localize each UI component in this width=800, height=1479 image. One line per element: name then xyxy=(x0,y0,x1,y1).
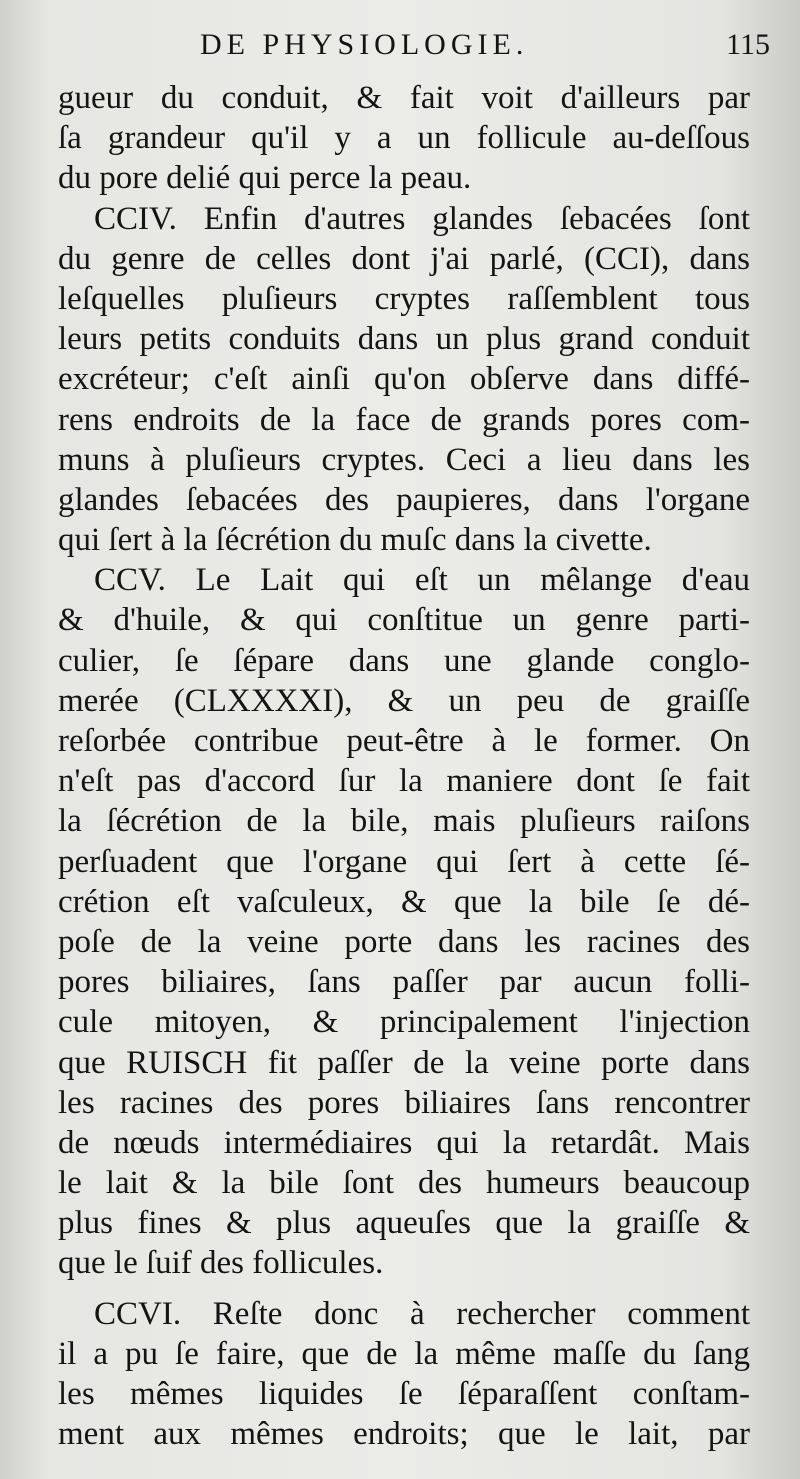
text-line: glandes ſebacées des paupieres, dans l'organe xyxy=(58,481,750,518)
body-text xyxy=(58,78,750,1454)
text-line: leurs petits conduits dans un plus grand conduit xyxy=(58,321,750,358)
text-line: les racines des pores biliaires ſans rencontrer xyxy=(58,1084,750,1121)
paragraph-start-ccxiv: CCIV. Enfin d'autres glandes ſebacées ſont xyxy=(94,200,750,237)
running-title: DE PHYSIOLOGIE. xyxy=(200,28,529,61)
text-line: rens endroits de la face de grands pores com- xyxy=(58,401,750,438)
text-line: les mêmes liquides ſe ſéparaſſent conſtam- xyxy=(58,1376,750,1412)
text-line: il a pu ſe faire, que de la même maſſe du ſang xyxy=(58,1335,750,1372)
text-line: qui ſert à la ſécrétion du muſc dans la civette. xyxy=(58,522,652,559)
paragraph-start-ccv: CCV. Le Lait qui eſt un mêlange d'eau xyxy=(94,562,750,599)
text-line: le lait & la bile ſont des humeurs beaucoup xyxy=(58,1165,750,1202)
text-line: que RUISCH fit paſſer de la veine porte dans xyxy=(58,1044,750,1081)
text-line: leſquelles pluſieurs cryptes raſſemblent tous xyxy=(58,280,750,317)
text-line: gueur du conduit, & fait voit d'ailleurs par xyxy=(58,80,750,116)
text-line: crétion eſt vaſculeux, & que la bile ſe dé- xyxy=(58,883,750,920)
text-line: ment aux mêmes endroits; que le lait, par xyxy=(58,1416,750,1453)
text-line: que le ſuif des follicules. xyxy=(58,1245,384,1282)
text-line: reſorbée contribue peut-être à le former. On xyxy=(58,723,750,759)
text-line: ſa grandeur qu'il y a un follicule au-deſſous xyxy=(58,120,750,157)
text-line: poſe de la veine porte dans les racines des xyxy=(58,923,750,960)
text-line: muns à pluſieurs cryptes. Ceci a lieu dans les xyxy=(58,441,750,478)
text-line: pores biliaires, ſans paſſer par aucun folli- xyxy=(58,964,750,1001)
text-line: & d'huile, & qui conſtitue un genre parti- xyxy=(58,602,750,639)
text-line: plus fines & plus aqueuſes que la graiſſe & xyxy=(58,1205,750,1242)
page-number: 115 xyxy=(726,28,770,61)
text-line: la ſécrétion de la bile, mais pluſieurs raiſons xyxy=(58,803,750,840)
text-line: n'eſt pas d'accord ſur la maniere dont ſe fait xyxy=(58,763,750,800)
text-line: de nœuds intermédiaires qui la retardât. Mais xyxy=(58,1124,750,1161)
text-line: culier, ſe ſépare dans une glande conglo- xyxy=(58,642,750,679)
text-line: cule mitoyen, & principalement l'injection xyxy=(58,1004,750,1041)
page-header xyxy=(200,28,770,72)
paragraph-start-ccvi: CCVI. Reſte donc à rechercher comment xyxy=(94,1295,750,1332)
text-line: excréteur; c'eſt ainſi qu'on obſerve dans diffé- xyxy=(58,361,750,398)
text-line: perſuadent que l'organe qui ſert à cette ſé- xyxy=(58,843,750,880)
text-line: du pore delié qui perce la peau. xyxy=(58,160,472,197)
text-line: du genre de celles dont j'ai parlé, (CCI), dans xyxy=(58,240,750,277)
text-line: merée (CLXXXXI), & un peu de graiſſe xyxy=(58,682,750,719)
paragraph-gap xyxy=(58,1284,750,1294)
